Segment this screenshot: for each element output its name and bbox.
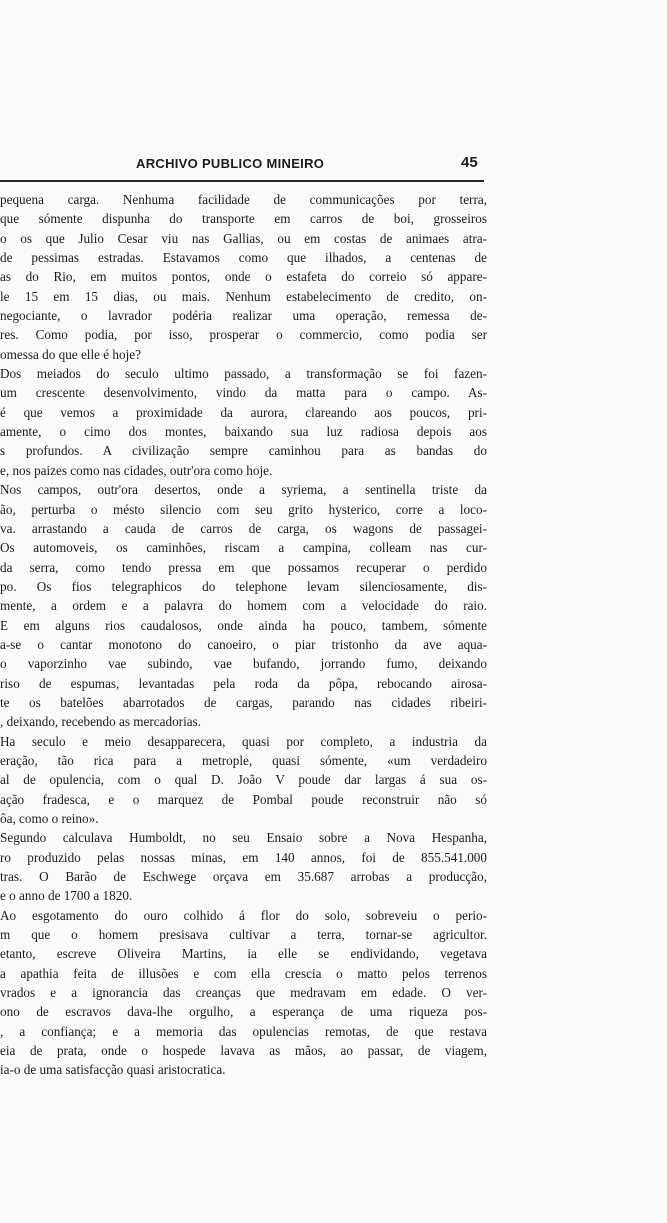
text-line: omessa do que elle é hoje? — [0, 346, 141, 362]
text-line: eia de prata, onde o hospede lavava as mãos, ao passar, de viagem, — [0, 1043, 487, 1059]
text-line: ono de escravos dava-lhe orgulho, a esperança de uma riqueza pos- — [0, 1004, 487, 1020]
text-line: negociante, o lavrador podéria realizar uma operação, remessa de- — [0, 308, 487, 324]
text-line: e o anno de 1700 a 1820. — [0, 888, 133, 904]
text-line: um crescente desenvolvimento, vindo da matta para o campo. As- — [0, 385, 487, 401]
text-line: a-se o cantar monotono do canoeiro, o piar tristonho da ave aqua- — [0, 636, 487, 652]
text-line: amente, o cimo dos montes, baixando sua luz radiosa depois aos — [0, 424, 487, 440]
text-line: po. Os fios telegraphicos do telephone levam silenciosamente, dis- — [0, 578, 487, 594]
text-line: s profundos. A civilização sempre caminhou para as bandas do — [0, 443, 487, 459]
text-line: mente, a ordem e a palavra do homem com a velocidade do raio. — [0, 598, 487, 614]
text-line: vrados e a ignorancia das creanças que medravam em edade. O ver- — [0, 985, 487, 1001]
text-line: , deixando, recebendo as mercadorias. — [0, 714, 202, 730]
text-line: tras. O Barão de Eschwege orçava em 35.687 arrobas a producção, — [0, 869, 487, 885]
text-line: é que vemos a proximidade da aurora, clareando aos poucos, pri- — [0, 404, 487, 420]
running-head: ARCHIVO PUBLICO MINEIRO — [136, 156, 325, 171]
text-line: Dos meiados do seculo ultimo passado, a transformação se foi fazen- — [0, 366, 487, 382]
text-line: le 15 em 15 dias, ou mais. Nenhum estabelecimento de credito, on- — [0, 288, 487, 304]
text-line: E em alguns rios caudalosos, onde ainda ha pouco, tambem, sómente — [0, 617, 487, 633]
text-line: riso de espumas, levantadas pela roda da pôpa, rebocando airosa- — [0, 675, 487, 691]
text-line: m que o homem presisava cultivar a terra, tornar-se agricultor. — [0, 927, 487, 943]
text-line: pequena carga. Nenhuma facilidade de communicações por terra, — [0, 192, 487, 207]
text-line: de pessimas estradas. Estavamos como que ilhados, a centenas de — [0, 250, 487, 266]
text-line: ação fradesca, e o marquez de Pombal poude reconstruir não só — [0, 791, 487, 807]
text-line: ão, perturba o mésto silencio com seu grito hysterico, corre a loco- — [0, 501, 487, 517]
text-line: al de opulencia, com o qual D. João V poude dar largas á sua os- — [0, 772, 487, 788]
text-line: Segundo calculava Humboldt, no seu Ensaio sobre a Nova Hespanha, — [0, 830, 487, 846]
text-line: Ha seculo e meio desapparecera, quasi por completo, a industria da — [0, 733, 487, 749]
text-line: Ao esgotamento do ouro colhido á flor do solo, sobreveiu o perio- — [0, 907, 487, 923]
text-line: va. arrastando a cauda de carros de carga, os wagons de passagei- — [0, 520, 487, 536]
text-line: res. Como podia, por isso, prosperar o commercio, como podia ser — [0, 327, 487, 343]
page-number: 45 — [461, 154, 478, 171]
text-line: ro produzido pelas nossas minas, em 140 annos, foi de 855.541.000 — [0, 849, 487, 865]
text-line: ia-o de uma satisfacção quasi aristocratica. — [0, 1062, 226, 1078]
text-line: a apathia feita de illusões e com ella crescia o matto pelos terrenos — [0, 965, 487, 981]
text-line: etanto, escreve Oliveira Martins, ia elle se endividando, vegetava — [0, 946, 487, 962]
page-header — [0, 152, 484, 182]
text-line: eração, tão rica para a metrople, quasi sómente, «um verdadeiro — [0, 752, 487, 768]
text-line: ôa, como o reino». — [0, 811, 99, 826]
text-line: e, nos paizes como nas cidades, outr'ora como hoje. — [0, 462, 273, 478]
text-line: o os que Julio Cesar viu nas Gallias, ou em costas de animaes atra- — [0, 230, 487, 246]
text-line: te os batelões abarrotados de cargas, parando nas cidades ribeiri- — [0, 694, 487, 710]
text-line: que sómente dispunha do transporte em carros de boi, grosseiros — [0, 211, 487, 227]
text-line: o vaporzinho vae subindo, vae bufando, jorrando fumo, deixando — [0, 656, 487, 672]
text-line: , a confiança; e a memoria das opulencias remotas, de que restava — [0, 1023, 487, 1039]
text-line: da serra, como tendo pressa em que possamos recuperar o perdido — [0, 559, 487, 575]
text-line: Nos campos, outr'ora desertos, onde a syriema, a sentinella triste da — [0, 482, 487, 498]
text-line: Os automoveis, os caminhões, riscam a campina, colleam nas cur- — [0, 540, 487, 556]
body-text — [0, 190, 487, 1080]
text-line: as do Rio, em muitos pontos, onde o estafeta do correio só appare- — [0, 269, 487, 285]
